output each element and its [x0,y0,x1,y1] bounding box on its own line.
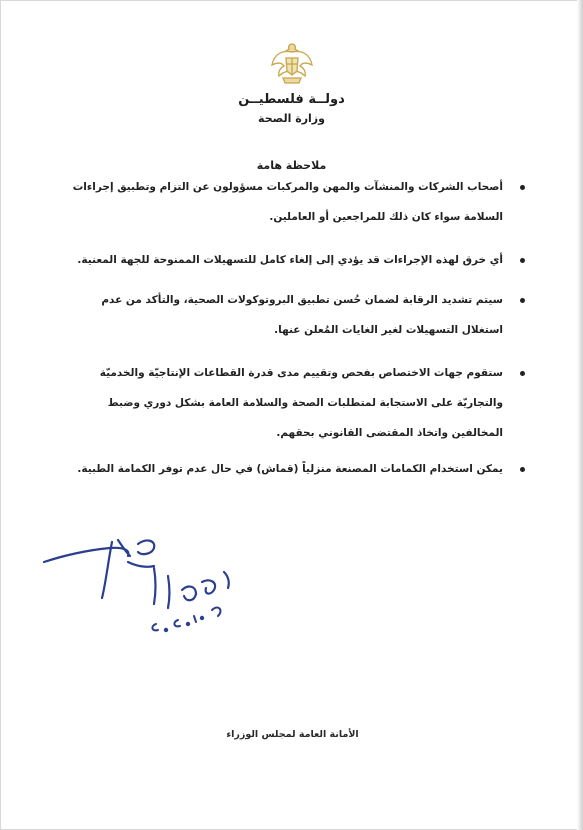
handwritten-signature-icon [42,532,242,642]
bullet-icon [520,298,525,303]
list-item-text: ستقوم جهات الاختصاص بفحص وتقييم مدى قدرة القطاعات الإنتاجيّة والخدميّة والتجاريّة على الاستجابة لمتطلبات الصحة والسلامة العامة بشكل دوري وضبط المخالفين واتخاذ المقتضى القانوني بحقهم. [99,367,503,439]
footer-signature-line: الأمانة العامة لمجلس الوزراء [226,729,359,740]
bullet-icon [520,185,525,190]
list-item-text: أي خرق لهذه الإجراءات قد يؤدي إلى إلغاء كامل للتسهيلات الممنوحة للجهة المعنية. [77,254,503,266]
list-item [60,172,525,232]
palestine-eagle-emblem-icon [268,38,316,88]
ministry-name: وزارة الصحة [258,112,325,125]
state-name: دولــة فلسطيــن [238,92,345,107]
notes-list [60,172,525,484]
list-item [60,285,525,345]
list-item-text: سيتم تشديد الرقابة لضمان حُسن تطبيق البروتوكولات الصحية، والتأكد من عدم استغلال التسهيلات لغير الغايات المُعلن عنها. [101,294,503,336]
bullet-icon [520,371,525,376]
list-item [60,454,525,484]
note-title: ملاحظة هامة [256,159,327,172]
bullet-icon [520,258,525,263]
list-item-text: يمكن استخدام الكمامات المصنعة منزلياً (قماش) في حال عدم توفر الكمامة الطبية. [77,463,503,475]
list-item [60,245,525,275]
list-item [60,358,525,448]
bullet-icon [520,467,525,472]
list-item-text: أصحاب الشركات والمنشآت والمهن والمركبات مسؤولون عن التزام وتطبيق إجراءات السلامة سواء كان ذلك للمراجعين أو العاملين. [72,181,503,223]
